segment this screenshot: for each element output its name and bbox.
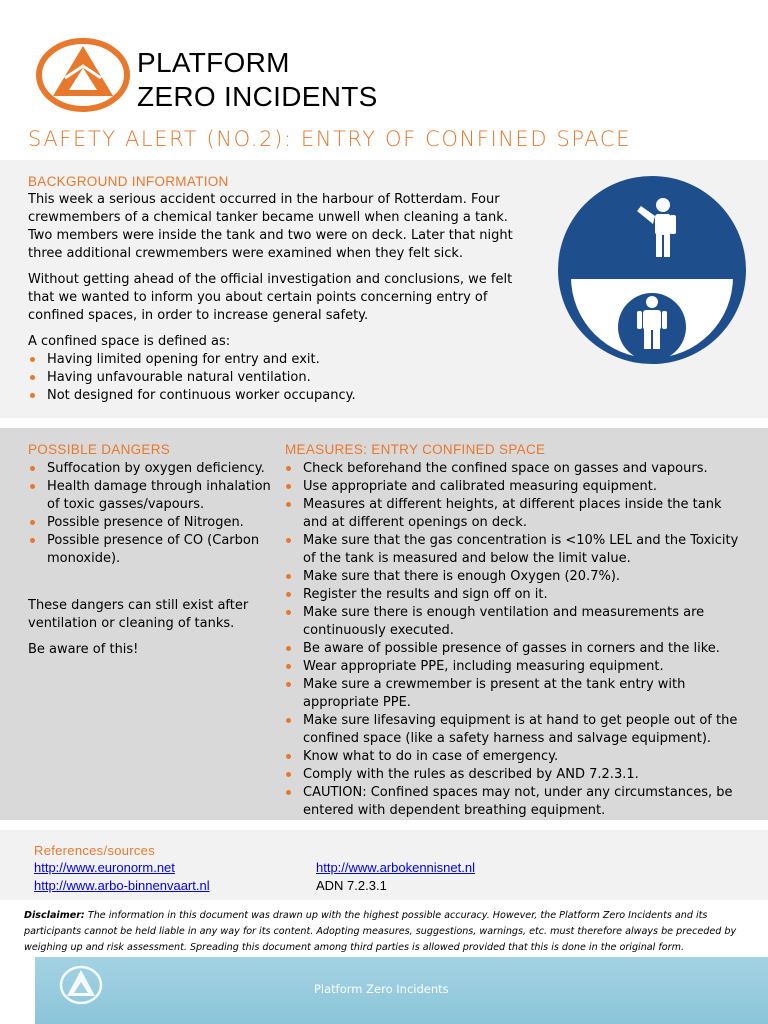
- references-heading: References/sources: [34, 843, 156, 858]
- measures-list: [284, 460, 744, 820]
- background-body: [28, 191, 534, 405]
- list-item: Make sure that the gas concentration is <10% LEL and the Toxicity of the tank is measured and below the limit value.: [284, 532, 744, 568]
- background-section: [0, 160, 768, 418]
- list-item: CAUTION: Confined spaces may not, under any circumstances, be entered with dependent breathing equipment.: [284, 784, 744, 820]
- list-item: Having unfavourable natural ventilation.: [28, 369, 534, 387]
- background-paragraph: This week a serious accident occurred in the harbour of Rotterdam. Four crewmembers of a chemical tanker became unwell when cleaning a tank. Two members were inside the tank and two were on deck. Later that night three additional crewmembers were examined when they felt sick.: [28, 192, 513, 261]
- reference-link-arbo-binnenvaart[interactable]: http://www.arbo-binnenvaart.nl: [34, 878, 210, 893]
- measures-body: [284, 460, 744, 820]
- dangers-body: [28, 460, 273, 667]
- footer-logo-icon: [58, 964, 104, 1006]
- list-item: Use appropriate and calibrated measuring equipment.: [284, 478, 744, 496]
- list-item: Possible presence of Nitrogen.: [28, 514, 273, 532]
- dangers-heading: POSSIBLE DANGERS: [28, 442, 171, 457]
- measures-heading: MEASURES: ENTRY CONFINED SPACE: [285, 442, 546, 457]
- list-item: Having limited opening for entry and exit.: [28, 351, 534, 369]
- list-item: Not designed for continuous worker occupancy.: [28, 387, 534, 405]
- disclaimer-label: Disclaimer:: [24, 910, 85, 921]
- list-item: Suffocation by oxygen deficiency.: [28, 460, 273, 478]
- header: [0, 0, 768, 158]
- background-paragraph: A confined space is defined as:: [28, 334, 231, 349]
- list-item: Make sure that there is enough Oxygen (20.7%).: [284, 568, 744, 586]
- list-item: Check beforehand the confined space on gasses and vapours.: [284, 460, 744, 478]
- footer-text: Platform Zero Incidents: [314, 982, 449, 996]
- confined-space-badge-icon: [557, 175, 747, 365]
- disclaimer-text: The information in this document was drawn up with the highest possible accuracy. However, the Platform Zero Incidents and its participants cannot be held liable in any way for its content. Adopting measures, suggestions, warnings, etc. must therefore always be preceded by weighing up and risk assessment. Spreading this document among third parties is allowed provided that this is done in the original form.: [24, 910, 737, 953]
- list-item: Make sure there is enough ventilation and measurements are continuously executed.: [284, 604, 744, 640]
- background-heading: BACKGROUND INFORMATION: [28, 174, 229, 189]
- alert-title: SAFETY ALERT (NO.2): ENTRY OF CONFINED SPACE: [28, 127, 632, 151]
- list-item: Know what to do in case of emergency.: [284, 748, 744, 766]
- list-item: Wear appropriate PPE, including measuring equipment.: [284, 658, 744, 676]
- references-col-left: [34, 859, 210, 895]
- list-item: Be aware of possible presence of gasses in corners and the like.: [284, 640, 744, 658]
- reference-link-euronorm[interactable]: http://www.euronorm.net: [34, 860, 175, 875]
- dangers-list: [28, 460, 273, 568]
- list-item: Measures at different heights, at different places inside the tank and at different openings on deck.: [284, 496, 744, 532]
- org-title-line1: PLATFORM: [137, 47, 290, 78]
- list-item: Health damage through inhalation of toxic gasses/vapours.: [28, 478, 273, 514]
- dangers-note: Be aware of this!: [28, 642, 139, 657]
- list-item: Make sure lifesaving equipment is at hand to get people out of the confined space (like a safety harness and salvage equipment).: [284, 712, 744, 748]
- list-item: Register the results and sign off on it.: [284, 586, 744, 604]
- definition-list: [28, 351, 534, 405]
- reference-link-arbokennisnet[interactable]: http://www.arbokennisnet.nl: [316, 860, 475, 875]
- dangers-section: [0, 428, 768, 820]
- background-paragraph: Without getting ahead of the official investigation and conclusions, we felt that we wanted to inform you about certain points concerning entry of confined spaces, in order to increase general safety.: [28, 272, 513, 323]
- list-item: Make sure a crewmember is present at the tank entry with appropriate PPE.: [284, 676, 744, 712]
- org-title: [137, 46, 378, 114]
- references-col-right: [316, 859, 475, 895]
- list-item: Possible presence of CO (Carbon monoxide).: [28, 532, 273, 568]
- reference-adn: ADN 7.2.3.1: [316, 878, 387, 893]
- references-section: [0, 830, 768, 900]
- platform-logo-icon: [35, 38, 131, 112]
- dangers-note: These dangers can still exist after ventilation or cleaning of tanks.: [28, 598, 249, 631]
- disclaimer: [24, 908, 744, 956]
- list-item: Comply with the rules as described by AND 7.2.3.1.: [284, 766, 744, 784]
- org-title-line2: ZERO INCIDENTS: [137, 81, 378, 112]
